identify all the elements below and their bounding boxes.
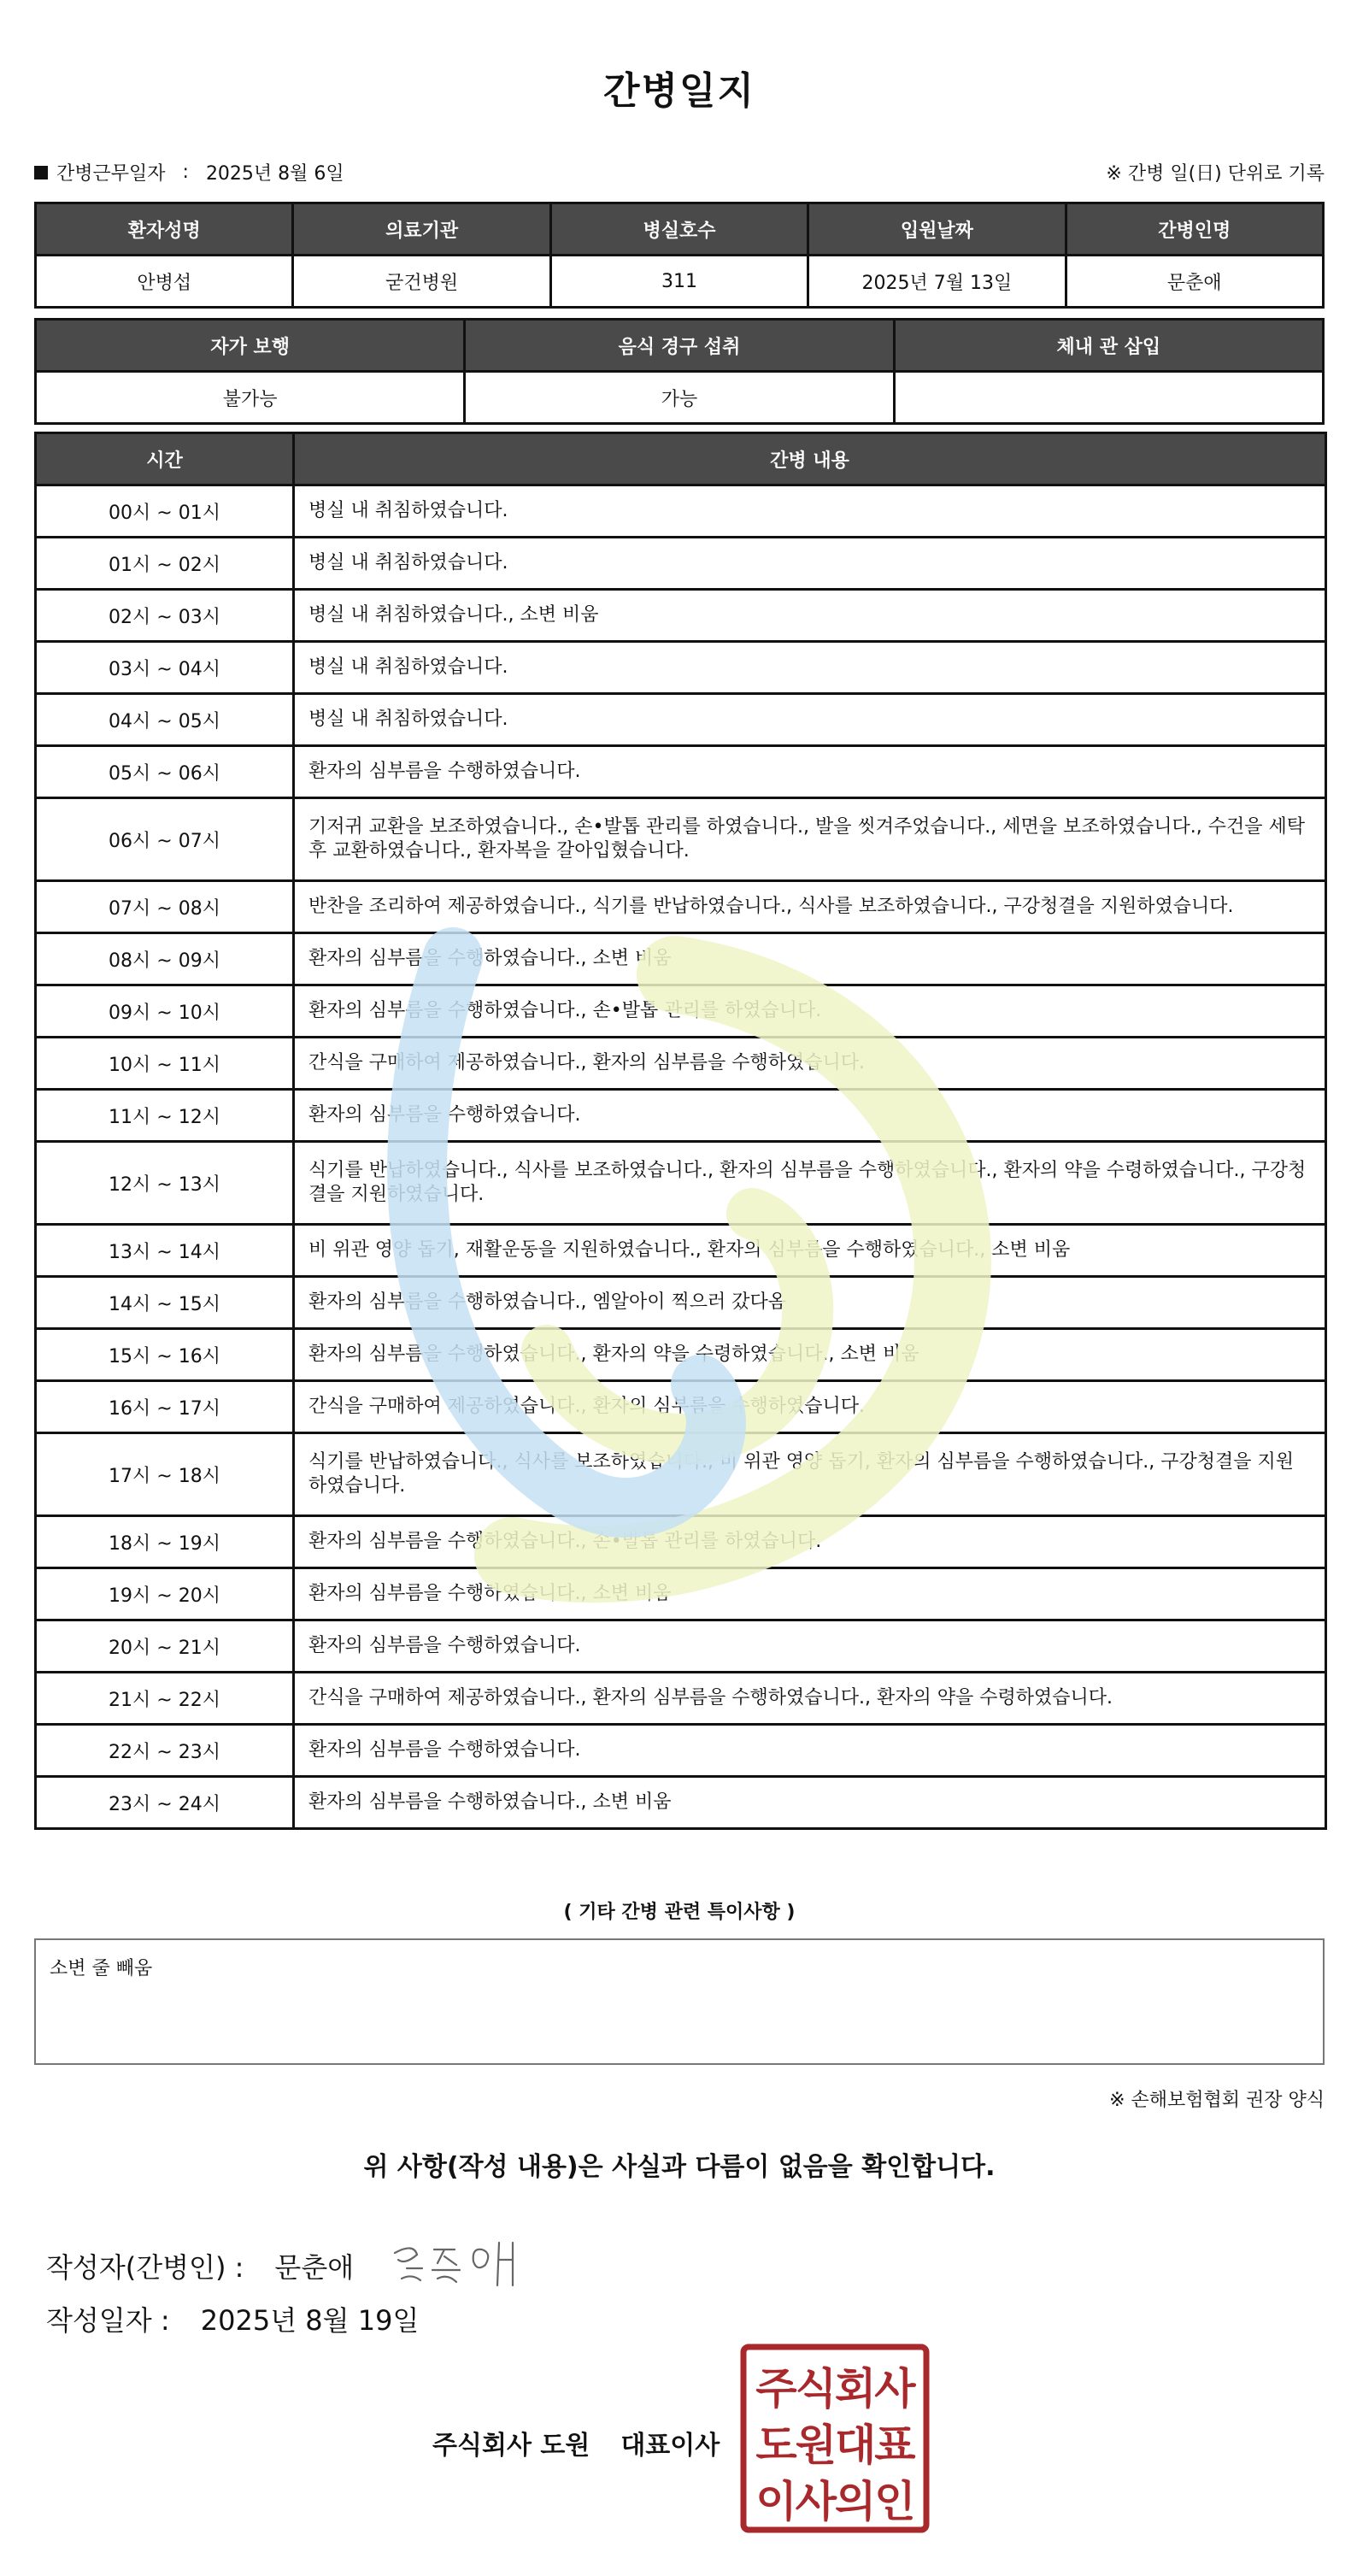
care-log-document: [34, 0, 1325, 2576]
table-row: [36, 1381, 1326, 1433]
log-time-cell: 07시 ~ 08시: [36, 881, 294, 933]
log-content-cell: 환자의 심부름을 수행하였습니다., 환자의 약을 수령하였습니다., 소변 비움: [294, 1329, 1326, 1381]
log-content-cell: 간식을 구매하여 제공하였습니다., 환자의 심부름을 수행하였습니다.: [294, 1038, 1326, 1090]
header-room-number: 병실호수: [550, 203, 808, 256]
writer-name: 문춘애: [274, 2251, 355, 2284]
log-content-cell: 병실 내 취침하였습니다.: [294, 694, 1326, 746]
caregiver-name: 문춘애: [1066, 256, 1323, 308]
admission-date: 2025년 7월 13일: [808, 256, 1066, 308]
log-time-cell: 13시 ~ 14시: [36, 1225, 294, 1277]
table-row: [36, 694, 1326, 746]
table-row: [36, 485, 1326, 538]
log-time-cell: 08시 ~ 09시: [36, 933, 294, 985]
log-time-cell: 14시 ~ 15시: [36, 1277, 294, 1329]
header-hospital: 의료기관: [293, 203, 550, 256]
log-time-cell: 18시 ~ 19시: [36, 1516, 294, 1568]
table-row: [36, 1433, 1326, 1516]
patient-info-value-row: [36, 256, 1324, 308]
table-row: [36, 798, 1326, 881]
record-unit-note: ※ 간병 일(日) 단위로 기록: [1106, 163, 1325, 185]
table-row: [36, 1142, 1326, 1225]
table-row: [36, 1329, 1326, 1381]
table-row: [36, 1620, 1326, 1673]
log-content-cell: 식기를 반납하였습니다., 식사를 보조하였습니다., 비 위관 영양 돕기, 환자의 심부름을 수행하였습니다., 구강청결을 지원하였습니다.: [294, 1433, 1326, 1516]
log-content-cell: 환자의 심부름을 수행하였습니다.: [294, 1620, 1326, 1673]
status-header-row: [36, 320, 1324, 372]
log-time-cell: 21시 ~ 22시: [36, 1673, 294, 1725]
table-row: [36, 881, 1326, 933]
log-header-row: [36, 433, 1326, 485]
header-oral-intake: 음식 경구 섭취: [465, 320, 894, 372]
table-row: [36, 1673, 1326, 1725]
table-row: [36, 933, 1326, 985]
write-date-value: 2025년 8월 19일: [200, 2304, 420, 2337]
log-content-cell: 비 위관 영양 돕기, 재활운동을 지원하였습니다., 환자의 심부름을 수행하였습니다., 소변 비움: [294, 1225, 1326, 1277]
log-time-cell: 04시 ~ 05시: [36, 694, 294, 746]
log-content-cell: 병실 내 취침하였습니다.: [294, 642, 1326, 694]
handwritten-signature-icon: [388, 2236, 525, 2296]
log-content-cell: 병실 내 취침하였습니다., 소변 비움: [294, 590, 1326, 642]
log-content-cell: 식기를 반납하였습니다., 식사를 보조하였습니다., 환자의 심부름을 수행하였습니다., 환자의 약을 수령하였습니다., 구강청결을 지원하였습니다.: [294, 1142, 1326, 1225]
work-date-value: 2025년 8월 6일: [205, 163, 344, 185]
tube-insertion-value: [894, 372, 1323, 424]
self-walking-value: 불가능: [36, 372, 465, 424]
header-admission-date: 입원날짜: [808, 203, 1066, 256]
table-row: [36, 746, 1326, 798]
work-date-line: [34, 159, 344, 185]
log-content-cell: 간식을 구매하여 제공하였습니다., 환자의 심부름을 수행하였습니다.: [294, 1381, 1326, 1433]
log-time-cell: 23시 ~ 24시: [36, 1777, 294, 1829]
company-name: 주식회사 도원: [432, 2431, 590, 2461]
log-time-cell: 11시 ~ 12시: [36, 1090, 294, 1142]
status-value-row: [36, 372, 1324, 424]
company-seal-icon: [738, 2342, 931, 2535]
log-time-cell: 06시 ~ 07시: [36, 798, 294, 881]
log-content-cell: 병실 내 취침하였습니다.: [294, 485, 1326, 538]
write-date-label: 작성일자 :: [46, 2304, 170, 2337]
hourly-care-log-table: [34, 432, 1327, 1830]
meta-row: [34, 159, 1325, 190]
log-time-cell: 10시 ~ 11시: [36, 1038, 294, 1090]
log-content-cell: 환자의 심부름을 수행하였습니다., 손•발톱 관리를 하였습니다.: [294, 1516, 1326, 1568]
log-content-cell: 환자의 심부름을 수행하였습니다., 소변 비움: [294, 1568, 1326, 1620]
table-row: [36, 538, 1326, 590]
log-body: [36, 485, 1326, 1829]
log-time-cell: 03시 ~ 04시: [36, 642, 294, 694]
room-number: 311: [550, 256, 808, 308]
seal-line-1: 주식회사: [755, 2364, 914, 2414]
patient-name: 안병섭: [36, 256, 293, 308]
work-date-colon: :: [182, 162, 189, 183]
table-row: [36, 1777, 1326, 1829]
table-row: [36, 1516, 1326, 1568]
table-row: [36, 642, 1326, 694]
table-row: [36, 1038, 1326, 1090]
log-time-cell: 16시 ~ 17시: [36, 1381, 294, 1433]
patient-info-table: [34, 202, 1325, 309]
log-content-cell: 반찬을 조리하여 제공하였습니다., 식기를 반납하였습니다., 식사를 보조하였습니다., 구강청결을 지원하였습니다.: [294, 881, 1326, 933]
seal-line-3: 이사의인: [755, 2477, 914, 2526]
log-time-cell: 02시 ~ 03시: [36, 590, 294, 642]
header-tube-insertion: 체내 관 삽입: [894, 320, 1323, 372]
special-notes-content: 소변 줄 빼움: [50, 1958, 153, 1979]
log-time-cell: 15시 ~ 16시: [36, 1329, 294, 1381]
write-date-row: [46, 2299, 419, 2338]
log-content-cell: 병실 내 취침하였습니다.: [294, 538, 1326, 590]
log-time-cell: 00시 ~ 01시: [36, 485, 294, 538]
header-caregiver-name: 간병인명: [1066, 203, 1323, 256]
log-time-cell: 05시 ~ 06시: [36, 746, 294, 798]
header-time: 시간: [36, 433, 294, 485]
patient-info-header-row: [36, 203, 1324, 256]
log-content-cell: 환자의 심부름을 수행하였습니다., 엠알아이 찍으러 갔다옴: [294, 1277, 1326, 1329]
special-notes-title: ( 기타 간병 관련 특이사항 ): [563, 1902, 796, 1923]
table-row: [36, 1568, 1326, 1620]
table-row: [36, 985, 1326, 1038]
table-row: [36, 1225, 1326, 1277]
log-time-cell: 12시 ~ 13시: [36, 1142, 294, 1225]
table-row: [36, 1277, 1326, 1329]
log-content-cell: 환자의 심부름을 수행하였습니다.: [294, 1725, 1326, 1777]
log-content-cell: 환자의 심부름을 수행하였습니다., 소변 비움: [294, 933, 1326, 985]
log-content-cell: 환자의 심부름을 수행하였습니다.: [294, 1090, 1326, 1142]
table-row: [36, 590, 1326, 642]
log-time-cell: 09시 ~ 10시: [36, 985, 294, 1038]
header-patient-name: 환자성명: [36, 203, 293, 256]
log-content-cell: 환자의 심부름을 수행하였습니다.: [294, 746, 1326, 798]
log-time-cell: 01시 ~ 02시: [36, 538, 294, 590]
log-content-cell: 기저귀 교환을 보조하였습니다., 손•발톱 관리를 하였습니다., 발을 씻겨주었습니다., 세면을 보조하였습니다., 수건을 세탁 후 교환하였습니다., 환자복을 갈아입혔습니다.: [294, 798, 1326, 881]
log-content-cell: 간식을 구매하여 제공하였습니다., 환자의 심부름을 수행하였습니다., 환자의 약을 수령하였습니다.: [294, 1673, 1326, 1725]
table-row: [36, 1090, 1326, 1142]
patient-status-table: [34, 318, 1325, 425]
log-content-cell: 환자의 심부름을 수행하였습니다., 손•발톱 관리를 하였습니다.: [294, 985, 1326, 1038]
document-title: 간병일지: [602, 69, 755, 113]
oral-intake-value: 가능: [465, 372, 894, 424]
confirmation-statement: 위 사항(작성 내용)은 사실과 다름이 없음을 확인합니다.: [363, 2152, 996, 2182]
header-self-walking: 자가 보행: [36, 320, 465, 372]
log-time-cell: 22시 ~ 23시: [36, 1725, 294, 1777]
work-date-label: 간병근무일자: [56, 163, 166, 185]
recommended-form-note: ※ 손해보험협회 권장 양식: [1109, 2090, 1325, 2111]
table-row: [36, 1725, 1326, 1777]
log-content-cell: 환자의 심부름을 수행하였습니다., 소변 비움: [294, 1777, 1326, 1829]
company-signature-line: [432, 2424, 720, 2461]
writer-label: 작성자(간병인) :: [46, 2251, 244, 2284]
log-time-cell: 17시 ~ 18시: [36, 1433, 294, 1516]
bullet-square-icon: [34, 166, 48, 179]
hospital-name: 굳건병원: [293, 256, 550, 308]
company-representative: 대표이사: [620, 2431, 720, 2461]
header-care-content: 간병 내용: [294, 433, 1326, 485]
log-time-cell: 19시 ~ 20시: [36, 1568, 294, 1620]
writer-row: [46, 2236, 525, 2296]
special-notes-box: [34, 1938, 1325, 2065]
log-time-cell: 20시 ~ 21시: [36, 1620, 294, 1673]
seal-line-2: 도원대표: [755, 2420, 914, 2470]
